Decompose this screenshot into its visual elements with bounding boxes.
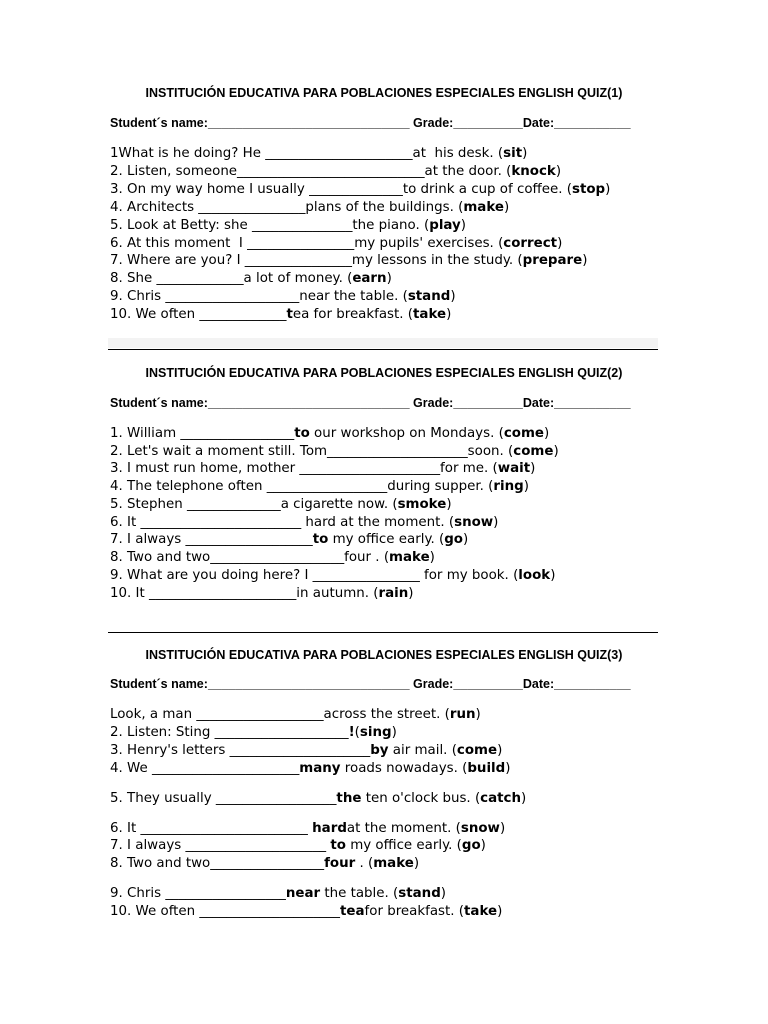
question-text: 9. What are you doing here? I ________________ for my book. ( bbox=[110, 568, 519, 583]
question-text: ) bbox=[413, 856, 420, 871]
question-text: 9. Chris __________________ bbox=[110, 886, 286, 901]
question-text: 4. We ______________________ bbox=[110, 761, 300, 776]
question-text: 2. Listen: Sting ____________________ bbox=[110, 725, 349, 740]
question-text: our workshop on Mondays. ( bbox=[309, 426, 504, 441]
quiz-3-student-row bbox=[110, 677, 631, 691]
verb-hint: snow bbox=[460, 821, 500, 836]
question-text: 3. Henry's letters _____________________ bbox=[110, 743, 371, 758]
question-text: 7. I always _____________________ bbox=[110, 838, 331, 853]
question-text: for breakfast. ( bbox=[364, 904, 465, 919]
question-text: ) bbox=[521, 791, 527, 806]
question-text: 3. On my way home I usually ______________to drink a cup of coffee. ( bbox=[110, 182, 572, 197]
question-text: Look, a man ___________________across the street. ( bbox=[110, 707, 450, 722]
bold-word: many bbox=[299, 761, 341, 776]
question-text: roads nowadays. ( bbox=[340, 761, 468, 776]
question-text: ) bbox=[497, 904, 503, 919]
verb-hint: make bbox=[373, 856, 414, 871]
question-text: 6. It ________________________ hard at the moment. ( bbox=[110, 515, 455, 530]
question-text: ) bbox=[446, 497, 452, 512]
grade-label: Grade: bbox=[413, 677, 454, 691]
quiz-1-student-row bbox=[110, 116, 631, 130]
question-text: my office early. ( bbox=[345, 838, 462, 853]
question-text: ea for breakfast. ( bbox=[292, 307, 414, 322]
date-blank: ___________ bbox=[554, 116, 631, 130]
verb-hint: make bbox=[389, 550, 430, 565]
question-text: my office early. ( bbox=[328, 532, 445, 547]
verb-hint: stop bbox=[571, 182, 606, 197]
section-shade bbox=[108, 338, 658, 348]
question-text: ( bbox=[354, 725, 360, 740]
grade-label: Grade: bbox=[413, 396, 454, 410]
question-text: 2. Listen, someone____________________________at the door. ( bbox=[110, 164, 512, 179]
question-text: 1What is he doing? He ______________________at his desk. ( bbox=[110, 146, 504, 161]
question-line bbox=[110, 252, 587, 270]
grade-blank: __________ bbox=[453, 116, 523, 130]
question-line bbox=[110, 235, 562, 253]
question-text: air mail. ( bbox=[388, 743, 457, 758]
question-line bbox=[110, 549, 435, 567]
question-text: 4. The telephone often __________________during supper. ( bbox=[110, 479, 494, 494]
verb-hint: sit bbox=[503, 146, 523, 161]
question-line bbox=[110, 706, 481, 724]
question-text: ) bbox=[503, 200, 510, 215]
question-text: 8. She _____________a lot of money. ( bbox=[110, 271, 353, 286]
verb-hint: build bbox=[467, 761, 506, 776]
question-line bbox=[110, 742, 502, 760]
bold-word: hard bbox=[312, 821, 347, 836]
verb-hint: stand bbox=[398, 886, 441, 901]
verb-hint: play bbox=[429, 218, 461, 233]
bold-word: four bbox=[324, 856, 356, 871]
bold-word: by bbox=[370, 743, 389, 758]
question-text: ) bbox=[497, 743, 503, 758]
verb-hint: catch bbox=[480, 791, 522, 806]
quiz-2-title: INSTITUCIÓN EDUCATIVA PARA POBLACIONES ESPECIALES ENGLISH QUIZ(2) bbox=[145, 366, 623, 380]
verb-hint: knock bbox=[511, 164, 556, 179]
question-text: 7. Where are you? I ________________my lessons in the study. ( bbox=[110, 253, 523, 268]
question-text: ) bbox=[493, 515, 499, 530]
bold-word: to bbox=[312, 532, 329, 547]
question-line bbox=[110, 903, 502, 921]
bold-word: ! bbox=[348, 725, 355, 740]
question-text: at the moment. ( bbox=[346, 821, 461, 836]
question-text: 2. Let's wait a moment still. Tom_____________________soon. ( bbox=[110, 444, 514, 459]
question-text: ) bbox=[463, 532, 469, 547]
question-text: ) bbox=[550, 568, 556, 583]
question-text: 10. We often _____________________ bbox=[110, 904, 341, 919]
date-label: Date: bbox=[522, 396, 555, 410]
student-name-blank: _____________________________ bbox=[207, 116, 410, 130]
question-line bbox=[110, 217, 466, 235]
verb-hint: stand bbox=[407, 289, 451, 304]
question-line bbox=[110, 760, 510, 778]
bold-word: near bbox=[285, 886, 321, 901]
question-text: 8. Two and two____________________four . ( bbox=[110, 550, 390, 565]
student-label: Student´s name: bbox=[110, 677, 208, 691]
verb-hint: ring bbox=[493, 479, 524, 494]
bold-word: the bbox=[336, 791, 362, 806]
date-blank: ___________ bbox=[554, 677, 631, 691]
question-text: ) bbox=[555, 164, 562, 179]
question-text: ) bbox=[557, 236, 563, 251]
question-text: ) bbox=[386, 271, 392, 286]
question-line bbox=[110, 837, 486, 855]
question-text: ) bbox=[523, 479, 529, 494]
student-name-blank: _____________________________ bbox=[207, 396, 410, 410]
verb-hint: take bbox=[464, 904, 498, 919]
bold-word: to bbox=[294, 426, 310, 441]
question-text: 4. Architects ________________plans of the buildings. ( bbox=[110, 200, 464, 215]
question-line bbox=[110, 478, 529, 496]
bold-word: to bbox=[330, 838, 346, 853]
question-text: ) bbox=[605, 182, 611, 197]
verb-hint: look bbox=[518, 568, 551, 583]
question-line bbox=[110, 199, 509, 217]
section-divider bbox=[108, 349, 658, 350]
student-label: Student´s name: bbox=[110, 396, 208, 410]
verb-hint: run bbox=[449, 707, 476, 722]
bold-word: tea bbox=[340, 904, 365, 919]
question-text: ) bbox=[391, 725, 397, 740]
verb-hint: take bbox=[413, 307, 447, 322]
question-text: 5. Stephen ______________a cigarette now. ( bbox=[110, 497, 398, 512]
question-line bbox=[110, 790, 526, 808]
question-text: ) bbox=[408, 586, 414, 601]
quiz-1-title: INSTITUCIÓN EDUCATIVA PARA POBLACIONES ESPECIALES ENGLISH QUIZ(1) bbox=[145, 86, 623, 100]
question-line bbox=[110, 724, 397, 742]
verb-hint: earn bbox=[352, 271, 387, 286]
verb-hint: go bbox=[461, 838, 481, 853]
question-line bbox=[110, 585, 413, 603]
question-line bbox=[110, 496, 452, 514]
question-line bbox=[110, 181, 610, 199]
question-line bbox=[110, 567, 555, 585]
question-line bbox=[110, 514, 498, 532]
question-text: 6. At this moment I ________________my pupils' exercises. ( bbox=[110, 236, 504, 251]
question-text: ) bbox=[505, 761, 511, 776]
question-text: ) bbox=[522, 146, 528, 161]
grade-blank: __________ bbox=[453, 677, 523, 691]
question-line bbox=[110, 270, 392, 288]
verb-hint: snow bbox=[454, 515, 494, 530]
question-text: 10. It ______________________in autumn. ( bbox=[110, 586, 379, 601]
date-label: Date: bbox=[522, 116, 555, 130]
question-text: ) bbox=[582, 253, 588, 268]
question-text: . ( bbox=[355, 856, 374, 871]
verb-hint: rain bbox=[378, 586, 409, 601]
date-label: Date: bbox=[522, 677, 555, 691]
question-text: 1. William _________________ bbox=[110, 426, 295, 441]
date-blank: ___________ bbox=[554, 396, 631, 410]
question-text: ) bbox=[499, 821, 506, 836]
question-line bbox=[110, 885, 446, 903]
question-text: 6. It _________________________ bbox=[110, 821, 313, 836]
question-text: 7. I always ___________________ bbox=[110, 532, 313, 547]
question-text: ) bbox=[446, 307, 452, 322]
question-line bbox=[110, 460, 535, 478]
quiz-3-title: INSTITUCIÓN EDUCATIVA PARA POBLACIONES ESPECIALES ENGLISH QUIZ(3) bbox=[145, 648, 623, 662]
question-text: ) bbox=[475, 707, 481, 722]
verb-hint: go bbox=[444, 532, 464, 547]
question-text: the table. ( bbox=[320, 886, 399, 901]
question-line bbox=[110, 163, 561, 181]
question-line bbox=[110, 820, 505, 838]
quiz-2-student-row bbox=[110, 396, 631, 410]
question-text: 5. Look at Betty: she _______________the piano. ( bbox=[110, 218, 430, 233]
question-text: ) bbox=[530, 461, 536, 476]
question-text: ) bbox=[429, 550, 435, 565]
question-line bbox=[110, 145, 527, 163]
question-text: 3. I must run home, mother _____________________for me. ( bbox=[110, 461, 498, 476]
question-text: ) bbox=[544, 426, 550, 441]
question-text: 10. We often _____________ bbox=[110, 307, 287, 322]
question-line bbox=[110, 306, 451, 324]
verb-hint: wait bbox=[497, 461, 531, 476]
question-text: ) bbox=[460, 218, 467, 233]
question-line bbox=[110, 855, 419, 873]
question-text: 9. Chris ____________________near the table. ( bbox=[110, 289, 408, 304]
bold-word: t bbox=[286, 307, 293, 322]
question-line bbox=[110, 288, 456, 306]
question-text: ten o'clock bus. ( bbox=[361, 791, 481, 806]
question-text: ) bbox=[553, 444, 559, 459]
verb-hint: smoke bbox=[397, 497, 447, 512]
question-text: ) bbox=[440, 886, 447, 901]
verb-hint: correct bbox=[503, 236, 558, 251]
question-text: ) bbox=[450, 289, 456, 304]
verb-hint: sing bbox=[359, 725, 392, 740]
question-text: 8. Two and two_________________ bbox=[110, 856, 325, 871]
verb-hint: make bbox=[463, 200, 504, 215]
verb-hint: come bbox=[513, 444, 554, 459]
section-divider bbox=[108, 632, 658, 633]
grade-blank: __________ bbox=[453, 396, 523, 410]
question-line bbox=[110, 425, 549, 443]
grade-label: Grade: bbox=[413, 116, 454, 130]
question-text: 5. They usually __________________ bbox=[110, 791, 337, 806]
question-text: ) bbox=[480, 838, 486, 853]
verb-hint: prepare bbox=[522, 253, 583, 268]
question-line bbox=[110, 531, 468, 549]
student-name-blank: _____________________________ bbox=[207, 677, 410, 691]
verb-hint: come bbox=[456, 743, 498, 758]
question-line bbox=[110, 443, 559, 461]
verb-hint: come bbox=[503, 426, 545, 441]
student-label: Student´s name: bbox=[110, 116, 208, 130]
